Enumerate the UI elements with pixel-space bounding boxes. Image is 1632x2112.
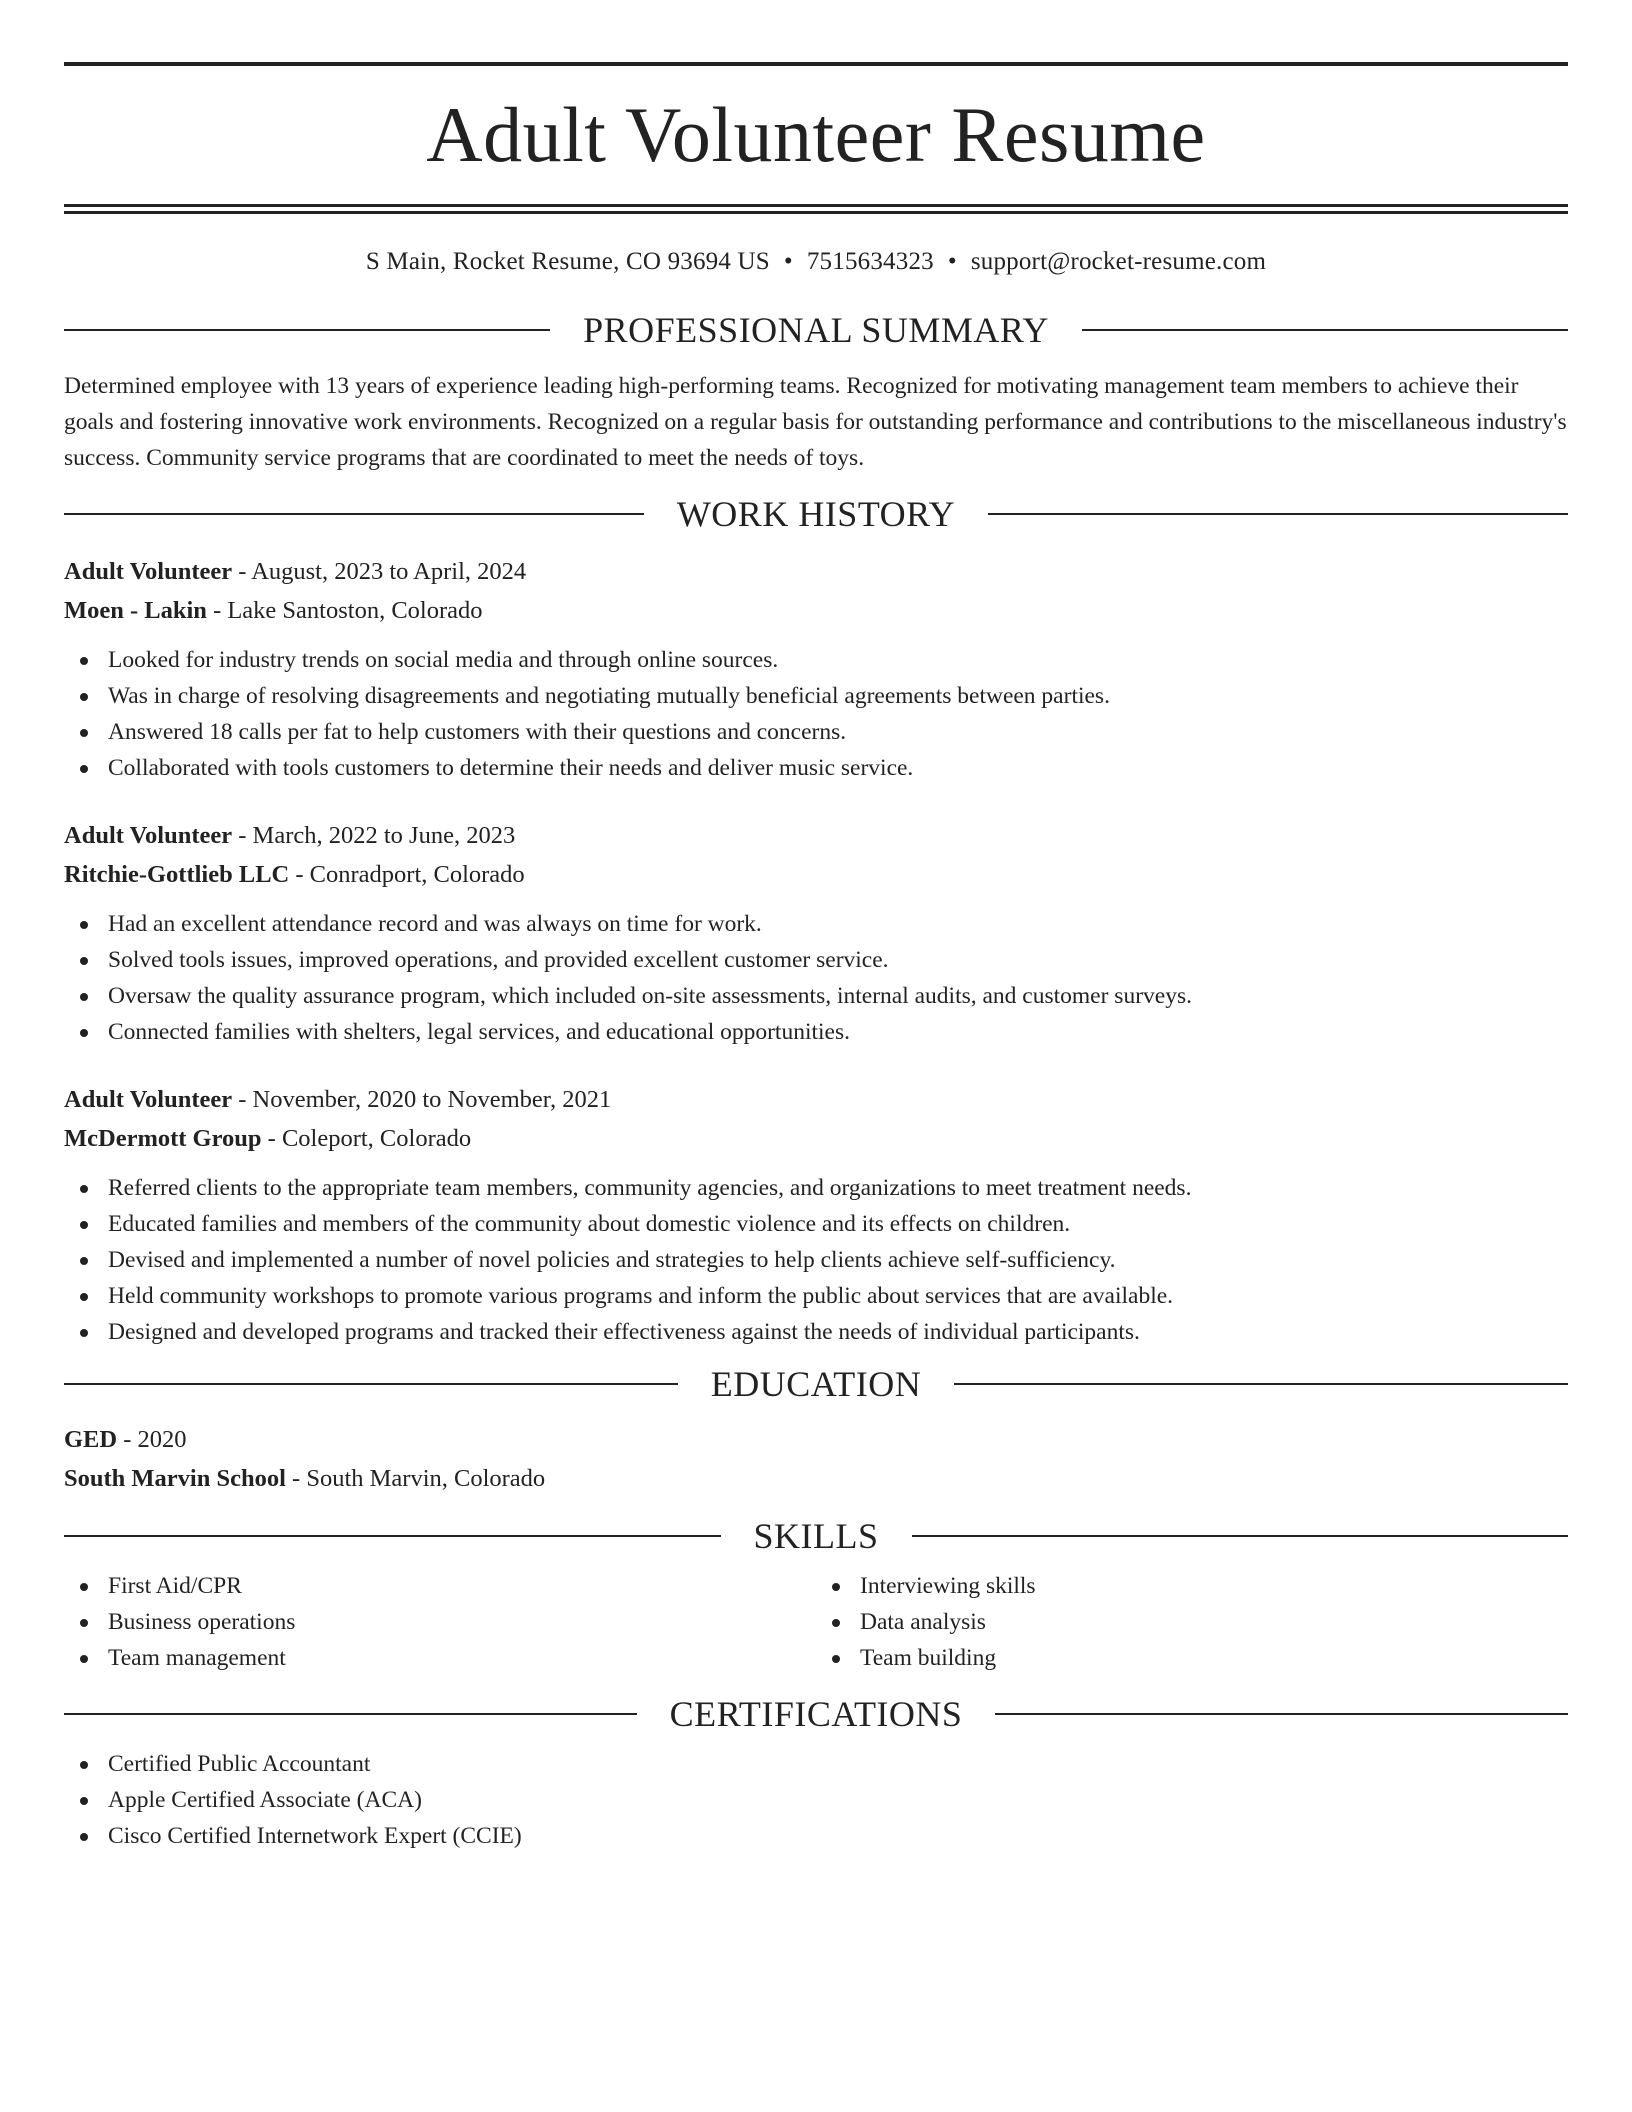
contact-separator: • bbox=[783, 248, 793, 275]
skills-heading-label: SKILLS bbox=[753, 1516, 879, 1556]
list-item: Looked for industry trends on social media and through online sources. bbox=[64, 642, 1568, 678]
certifications-list bbox=[64, 1746, 1568, 1854]
heading-rule-right bbox=[995, 1713, 1568, 1715]
education-entry bbox=[64, 1420, 1568, 1498]
summary-heading bbox=[64, 312, 1568, 348]
list-item: Devised and implemented a number of novel policies and strategies to help clients achieve self-sufficiency. bbox=[64, 1242, 1568, 1278]
work-history-heading bbox=[64, 496, 1568, 532]
heading-rule-right bbox=[954, 1383, 1568, 1385]
skills-grid bbox=[64, 1568, 1568, 1676]
skill-item: Team management bbox=[64, 1640, 816, 1676]
job-company-line bbox=[64, 855, 1568, 894]
certifications-heading-label: CERTIFICATIONS bbox=[669, 1694, 963, 1734]
job-title-line bbox=[64, 1080, 1568, 1119]
certification-item: Certified Public Accountant bbox=[64, 1746, 1568, 1782]
job-company: McDermott Group bbox=[64, 1125, 262, 1152]
skill-item: Team building bbox=[816, 1640, 1568, 1676]
job-bullets bbox=[64, 642, 1568, 786]
list-item: Had an excellent attendance record and was always on time for work. bbox=[64, 906, 1568, 942]
job-location: - Coleport, Colorado bbox=[261, 1125, 472, 1152]
certifications-heading bbox=[64, 1696, 1568, 1732]
certification-item: Apple Certified Associate (ACA) bbox=[64, 1782, 1568, 1818]
job-bullets bbox=[64, 1170, 1568, 1350]
job-dates: - March, 2022 to June, 2023 bbox=[232, 822, 516, 849]
job-entry-2 bbox=[64, 816, 1568, 1050]
job-location: - Conradport, Colorado bbox=[289, 861, 525, 888]
work-history-heading-label: WORK HISTORY bbox=[676, 494, 956, 534]
list-item: Answered 18 calls per fat to help customers with their questions and concerns. bbox=[64, 714, 1568, 750]
list-item: Referred clients to the appropriate team members, community agencies, and organizations to meet treatment needs. bbox=[64, 1170, 1568, 1206]
job-bullets bbox=[64, 906, 1568, 1050]
heading-rule-left bbox=[64, 1713, 637, 1715]
skills-column-right bbox=[816, 1568, 1568, 1676]
education-school-line bbox=[64, 1459, 1568, 1498]
summary-heading-label: PROFESSIONAL SUMMARY bbox=[583, 310, 1049, 350]
certification-item: Cisco Certified Internetwork Expert (CCIE) bbox=[64, 1818, 1568, 1854]
education-heading-label: EDUCATION bbox=[710, 1364, 922, 1404]
job-title: Adult Volunteer bbox=[64, 558, 233, 585]
education-year: - 2020 bbox=[117, 1426, 187, 1453]
job-company: Moen - Lakin bbox=[64, 597, 207, 624]
skill-item: Data analysis bbox=[816, 1604, 1568, 1640]
job-dates: - August, 2023 to April, 2024 bbox=[232, 558, 527, 585]
education-location: - South Marvin, Colorado bbox=[285, 1465, 546, 1492]
education-heading bbox=[64, 1366, 1568, 1402]
heading-rule-right bbox=[912, 1535, 1569, 1537]
list-item: Oversaw the quality assurance program, which included on-site assessments, internal audits, and customer surveys. bbox=[64, 978, 1568, 1014]
heading-rule-left bbox=[64, 1383, 678, 1385]
list-item: Collaborated with tools customers to determine their needs and deliver music service. bbox=[64, 750, 1568, 786]
contact-address: S Main, Rocket Resume, CO 93694 US bbox=[365, 248, 770, 275]
list-item: Held community workshops to promote various programs and inform the public about services that are available. bbox=[64, 1278, 1568, 1314]
job-entry-1 bbox=[64, 552, 1568, 786]
title-double-rule bbox=[64, 204, 1568, 214]
job-company: Ritchie-Gottlieb LLC bbox=[64, 861, 290, 888]
list-item: Designed and developed programs and tracked their effectiveness against the needs of individual participants. bbox=[64, 1314, 1568, 1350]
page-title: Adult Volunteer Resume bbox=[426, 91, 1206, 178]
heading-rule-right bbox=[988, 513, 1568, 515]
skills-heading bbox=[64, 1518, 1568, 1554]
job-company-line bbox=[64, 1119, 1568, 1158]
top-rule bbox=[64, 62, 1568, 66]
summary-text: Determined employee with 13 years of experience leading high-performing teams. Recognized for motivating management team members to achieve their goals and fostering innovative work environments. Recognized on a regular basis for outstanding performance and contributions to the miscellaneous industry's success. Community service programs that are coordinated to meet the needs of toys. bbox=[64, 373, 1567, 471]
contact-phone: 7515634323 bbox=[806, 248, 934, 275]
skills-column-left bbox=[64, 1568, 816, 1676]
contact-separator: • bbox=[947, 248, 957, 275]
contact-line bbox=[64, 248, 1568, 276]
heading-rule-right bbox=[1082, 329, 1568, 331]
skill-item: Interviewing skills bbox=[816, 1568, 1568, 1604]
job-title-line bbox=[64, 552, 1568, 591]
job-title: Adult Volunteer bbox=[64, 1086, 233, 1113]
education-degree-line bbox=[64, 1420, 1568, 1459]
job-company-line bbox=[64, 591, 1568, 630]
list-item: Connected families with shelters, legal services, and educational opportunities. bbox=[64, 1014, 1568, 1050]
job-location: - Lake Santoston, Colorado bbox=[206, 597, 483, 624]
job-title-line bbox=[64, 816, 1568, 855]
list-item: Solved tools issues, improved operations, and provided excellent customer service. bbox=[64, 942, 1568, 978]
job-dates: - November, 2020 to November, 2021 bbox=[232, 1086, 612, 1113]
skill-item: Business operations bbox=[64, 1604, 816, 1640]
heading-rule-left bbox=[64, 1535, 721, 1537]
skill-item: First Aid/CPR bbox=[64, 1568, 816, 1604]
contact-email[interactable]: support@rocket-resume.com bbox=[970, 248, 1267, 275]
list-item: Was in charge of resolving disagreements and negotiating mutually beneficial agreements between parties. bbox=[64, 678, 1568, 714]
heading-rule-left bbox=[64, 513, 644, 515]
list-item: Educated families and members of the community about domestic violence and its effects on children. bbox=[64, 1206, 1568, 1242]
heading-rule-left bbox=[64, 329, 550, 331]
job-entry-3 bbox=[64, 1080, 1568, 1350]
education-degree: GED bbox=[64, 1426, 118, 1453]
job-title: Adult Volunteer bbox=[64, 822, 233, 849]
education-school: South Marvin School bbox=[64, 1465, 286, 1492]
